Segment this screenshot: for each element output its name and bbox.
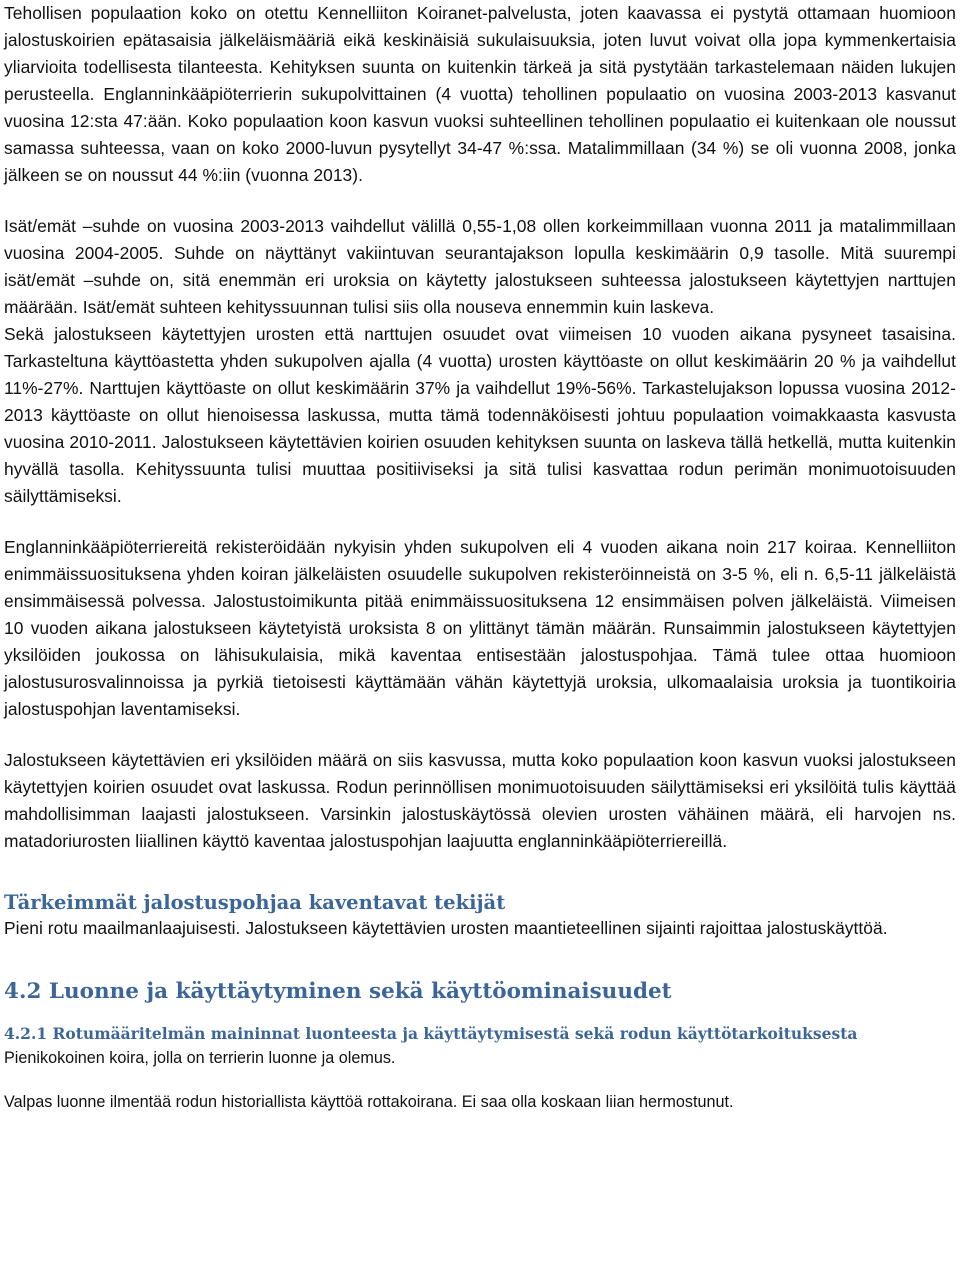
paragraph-registrations: Englanninkääpiöterriereitä rekisteröidään nykyisin yhden sukupolven eli 4 vuoden aikana noin 217 koiraa. Kennelliiton enimmäissuosituksena yhden koiran jälkeläisten osuudelle sukupolven rekisteröinneistä on 3-5 %, eli n. 6,5-11 jälkeläistä ensimmäisessä polvessa. Jalostustoimikunta pitää enimmäissuosituksena 12 ensimmäisen polven jälkeläistä. Viimeisen 10 vuoden aikana jalostukseen käytetyistä uroksista 8 on ylittänyt tämän määrän. Runsaimmin jalostukseen käytettyjen yksilöiden joukossa on lähisukulaisia, mikä kaventaa entisestään jalostuspohjaa. Tämä tulee ottaa huomioon jalostusurosvalinnoissa ja pyrkiä tietoisesti käyttämään vähän käytettyjä uroksia, ulkomaalaisia uroksia ja tuontikoiria jalostuspohjan laventamiseksi. (4, 537, 956, 719)
text-alert-temperament-line: Valpas luonne ilmentää rodun historiallista käyttöä rottakoirana. Ei saa olla koskaan liian hermostunut. (4, 1093, 734, 1111)
heading-narrowing-factors: Tärkeimmät jalostuspohjaa kaventavat tekijät (4, 891, 506, 914)
paragraph-breeding-individuals: Jalostukseen käytettävien eri yksilöiden määrä on siis kasvussa, mutta koko populaation koon kasvun vuoksi jalostukseen käytettyjen koirien osuudet ovat laskussa. Rodun perinnöllisen monimuotoisuuden säilyttämiseksi eri yksilöitä tulis käyttää mahdollisimman laajasti jalostukseen. Varsinkin jalostuskäytössä olevien urosten vähäinen määrä, eli harvojen ns. matadoriurosten liiallinen käyttö kaventaa jalostuspohjan laajuutta englanninkääpiöterriereillä. (4, 750, 956, 851)
document-page (4, 0, 956, 1114)
paragraph-effective-population: Tehollisen populaation koko on otettu Kennelliiton Koiranet-palvelusta, joten kaavassa ei pystytä ottamaan huomioon jalostuskoirien epätasaisia jälkeläismääriä eikä keskinäisiä sukulaisuuksia, joten luvut voivat olla jopa kymmenkertaisia yliarvioita todellisesta tilanteesta. Kehityksen suunta on kuitenkin tärkeä ja sitä pystytään tarkastelemaan näiden lukujen perusteella. Englanninkääpiöterrierin sukupolvittainen (4 vuotta) tehollinen populaatio on vuosina 2003-2013 kasvanut vuosina 12:sta 47:ään. Koko populaation koon kasvun vuoksi suhteellinen tehollinen populaatio ei kuitenkaan ole noussut samassa suhteessa, vaan on koko 2000-luvun pysytellyt 34-47 %:ssa. Matalimmillaan (34 %) se oli vuonna 2008, jonka jälkeen se on noussut 44 %:iin (vuonna 2013). (4, 3, 956, 185)
paragraph-sire-dam-ratio: Isät/emät –suhde on vuosina 2003-2013 vaihdellut välillä 0,55-1,08 ollen korkeimmillaan vuonna 2011 ja matalimmillaan vuosina 2004-2005. Suhde on näyttänyt vakiintuvan seurantajakson lopulla keskimäärin 0,9 tasolle. Mitä suurempi isät/emät –suhde on, sitä enemmän eri uroksia on käytetty jalostukseen suhteessa jalostukseen käytettyjen narttujen määrään. Isät/emät suhteen kehityssuunnan tulisi siis olla nouseva ennemmin kuin laskeva. (4, 216, 956, 317)
paragraph-narrowing-factors: Pieni rotu maailmanlaajuisesti. Jalostukseen käytettävien urosten maantieteellinen sijainti rajoittaa jalostuskäyttöä. (4, 918, 888, 938)
text-temperament-line: Pienikokoinen koira, jolla on terrierin luonne ja olemus. (4, 1049, 396, 1067)
heading-section-4-2: 4.2 Luonne ja käyttäytyminen sekä käyttöominaisuudet (4, 979, 672, 1004)
heading-section-4-2-1: 4.2.1 Rotumääritelmän maininnat luonteesta ja käyttäytymisestä sekä rodun käyttötarkoituksesta (4, 1024, 858, 1043)
paragraph-usage-rate: Sekä jalostukseen käytettyjen urosten että narttujen osuudet ovat viimeisen 10 vuoden aikana pysyneet tasaisina. Tarkasteltuna käyttöastetta yhden sukupolven ajalla (4 vuotta) urosten käyttöaste on ollut keskimäärin 20 % ja vaihdellut 11%-27%. Narttujen käyttöaste on ollut keskimäärin 37% ja vaihdellut 19%-56%. Tarkastelujakson lopussa vuosina 2012-2013 käyttöaste on ollut hienoisessa laskussa, mutta tämä todennäköisesti johtuu populaation voimakkaasta kasvusta vuosina 2010-2011. Jalostukseen käytettävien koirien osuuden kehityksen suunta on laskeva tällä hetkellä, mutta kuitenkin hyvällä tasolla. Kehityssuunta tulisi muuttaa positiiviseksi ja sitä tulisi kasvattaa rodun perimän monimuotoisuuden säilyttämiseksi. (4, 324, 956, 506)
